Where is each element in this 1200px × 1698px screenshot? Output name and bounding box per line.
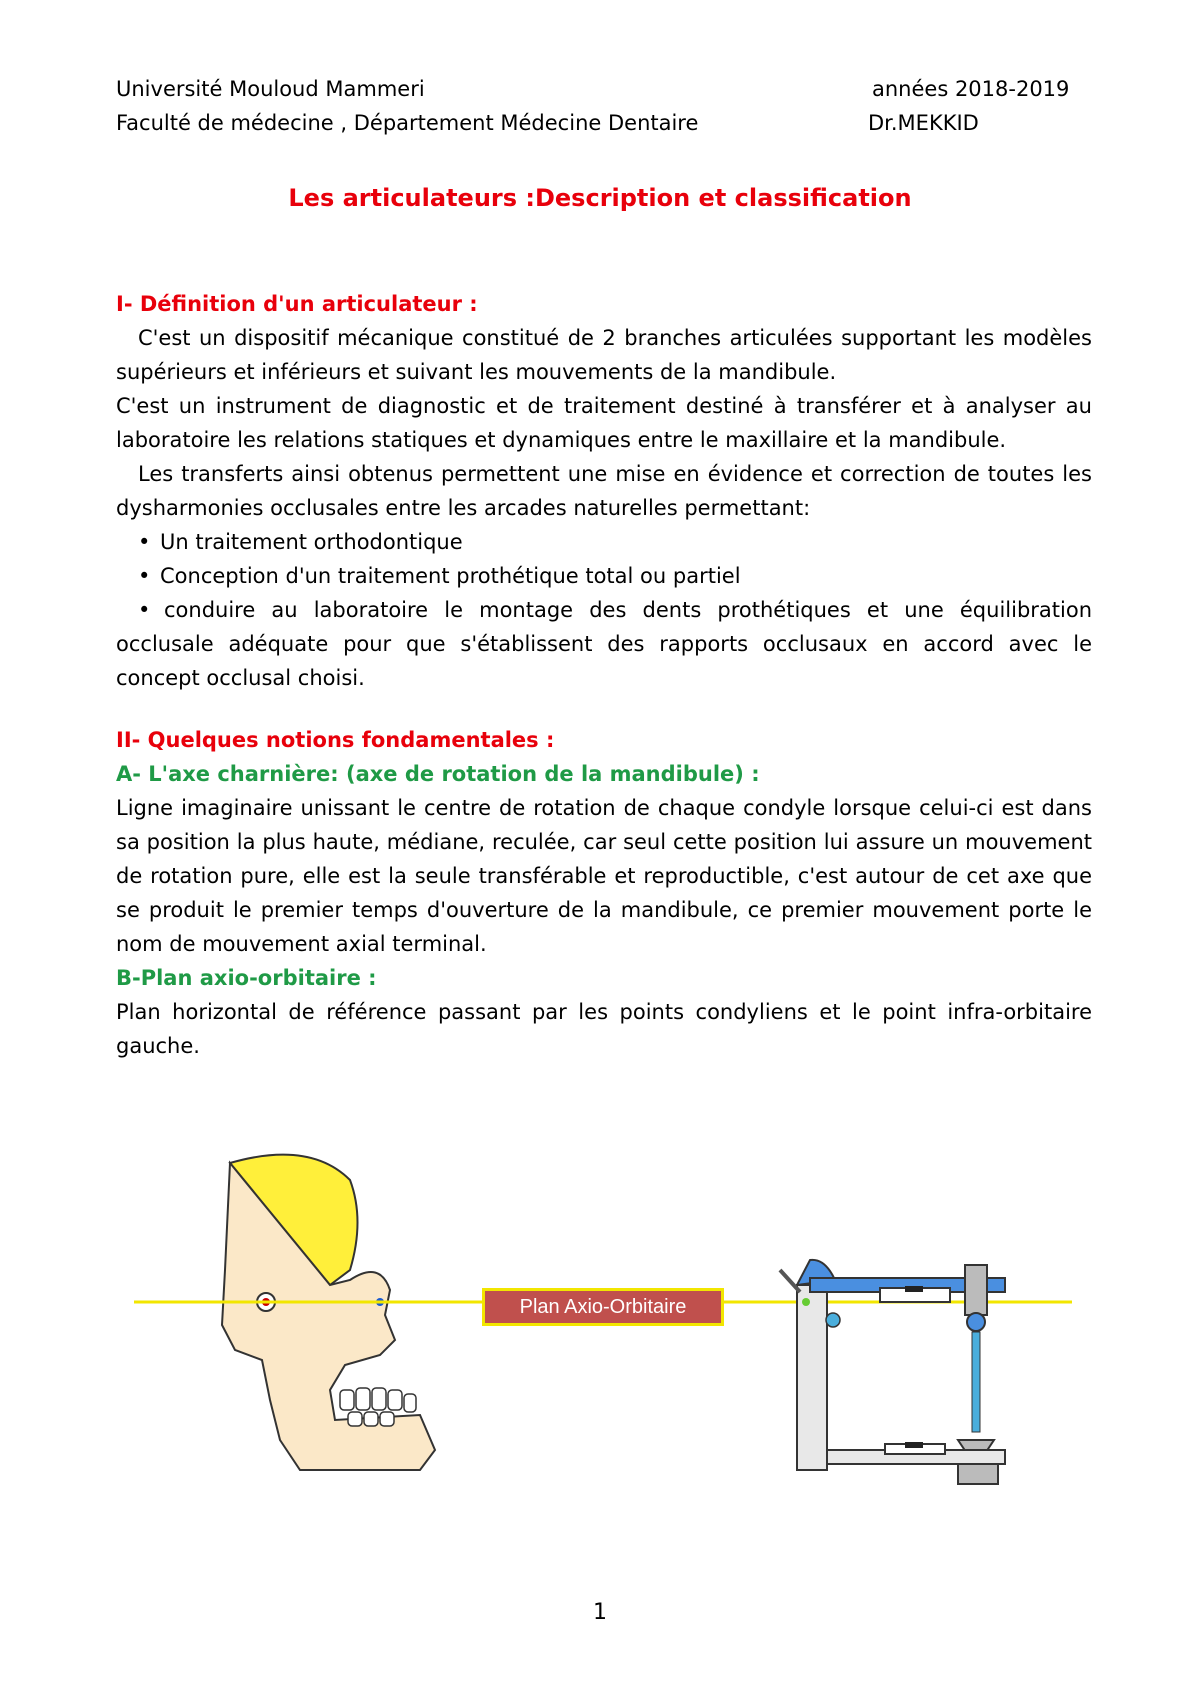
list-item-text: conduire au laboratoire le montage des dents prothétiques et une équilibration occlusale adéquate pour que s'établissent des rapports occlusaux en accord avec le concept occlusal choisi. — [116, 598, 1092, 690]
list-item-text: Conception d'un traitement prothétique total ou partiel — [160, 564, 741, 588]
subsection-heading-axio-orbital-plane: B-Plan axio-orbitaire : — [116, 966, 377, 990]
paragraph: C'est un dispositif mécanique constitué de 2 branches articulées supportant les modèles supérieurs et inférieurs et suivant les mouvements de la mandibule. — [116, 326, 1092, 384]
section-heading-fundamentals: II- Quelques notions fondamentales : — [116, 728, 555, 752]
header-university: Université Mouloud Mammeri — [116, 77, 425, 101]
list-item — [116, 559, 1092, 593]
paragraph: Ligne imaginaire unissant le centre de rotation de chaque condyle lorsque celui-ci est dans sa position la plus haute, médiane, reculée, car seul cette position lui assure un mouvement de rotation pure, elle est la seule transférable et reproductible, c'est autour de cet axe que se produit le premier temps d'ouverture de la mandibule, ce premier mouvement porte le nom de mouvement axial terminal. — [116, 796, 1092, 956]
subsection-heading-hinge-axis: A- L'axe charnière: (axe de rotation de la mandibule) : — [116, 762, 760, 786]
section-heading-definition: I- Définition d'un articulateur : — [116, 292, 478, 316]
bullet-icon: • — [138, 530, 151, 554]
document-title: Les articulateurs :Description et classification — [288, 184, 912, 212]
bullet-icon: • — [138, 598, 151, 622]
paragraph: Les transferts ainsi obtenus permettent une mise en évidence et correction de toutes les dysharmonies occlusales entre les arcades naturelles permettant: — [116, 462, 1092, 520]
plane-label-text: Plan Axio-Orbitaire — [519, 1295, 687, 1318]
bullet-icon: • — [138, 564, 151, 588]
paragraph: C'est un instrument de diagnostic et de traitement destiné à transférer et à analyser au laboratoire les relations statiques et dynamiques entre le maxillaire et la mandibule. — [116, 394, 1092, 452]
list-item — [116, 525, 1092, 559]
list-item — [116, 593, 1092, 695]
header-faculty: Faculté de médecine , Département Médecine Dentaire — [116, 111, 699, 135]
articulator-illustration — [780, 1260, 1005, 1484]
section-definition — [116, 287, 1092, 1063]
header-years: années 2018-2019 — [872, 77, 1070, 101]
list-item-text: Un traitement orthodontique — [160, 530, 463, 554]
page-number: 1 — [593, 1600, 607, 1625]
plane-label-box — [482, 1288, 724, 1326]
spacer — [116, 695, 1092, 723]
paragraph: Plan horizontal de référence passant par les points condyliens et le point infra-orbitaire gauche. — [116, 1000, 1092, 1058]
figure-axio-orbital-plane — [0, 1150, 1200, 1490]
header-author: Dr.MEKKID — [868, 111, 979, 135]
